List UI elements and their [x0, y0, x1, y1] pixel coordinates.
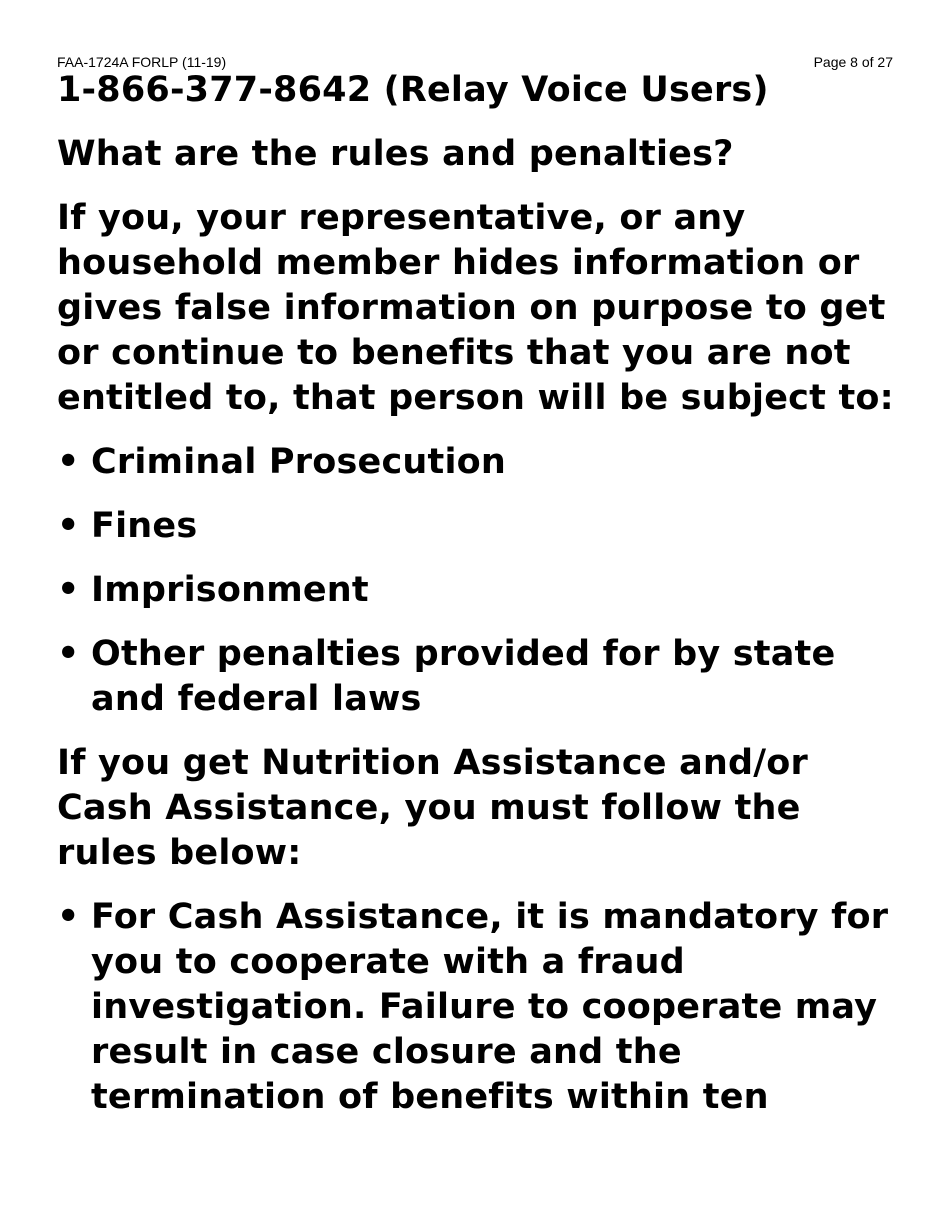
penalty-item: Fines: [91, 506, 198, 546]
bullet-icon: •: [57, 634, 80, 674]
list-item: [57, 440, 907, 485]
section-heading: What are the rules and penalties?: [57, 134, 734, 174]
list-item: [57, 504, 907, 549]
intro-paragraph: If you, your representative, or any household member hides information or gives false information on purpose to get or continue to benefits that you are not entitled to, that person will be subject to:: [57, 198, 894, 418]
rule-item: For Cash Assistance, it is mandatory for you to cooperate with a fraud investigation. Failure to cooperate may result in case closure and the termination of benefits within ten: [91, 897, 889, 1117]
bullet-icon: •: [57, 506, 80, 546]
bullet-icon: •: [57, 570, 80, 610]
list-item: [57, 568, 907, 613]
page-number: Page 8 of 27: [813, 54, 893, 70]
relay-phone-number: 1-866-377-8642 (Relay Voice Users): [57, 70, 769, 110]
bullet-icon: •: [57, 442, 80, 482]
list-item: [57, 632, 907, 722]
penalties-list: [57, 440, 907, 722]
form-id: FAA-1724A FORLP (11-19): [57, 54, 227, 70]
bullet-icon: •: [57, 897, 80, 937]
rules-list: [57, 895, 907, 1120]
penalty-item: Imprisonment: [91, 570, 369, 610]
penalty-item: Criminal Prosecution: [91, 442, 507, 482]
penalty-item: Other penalties provided for by state and federal laws: [91, 634, 836, 719]
document-body: [57, 68, 907, 1139]
list-item: [57, 895, 907, 1120]
rules-intro-paragraph: If you get Nutrition Assistance and/or Cash Assistance, you must follow the rules below:: [57, 743, 808, 873]
